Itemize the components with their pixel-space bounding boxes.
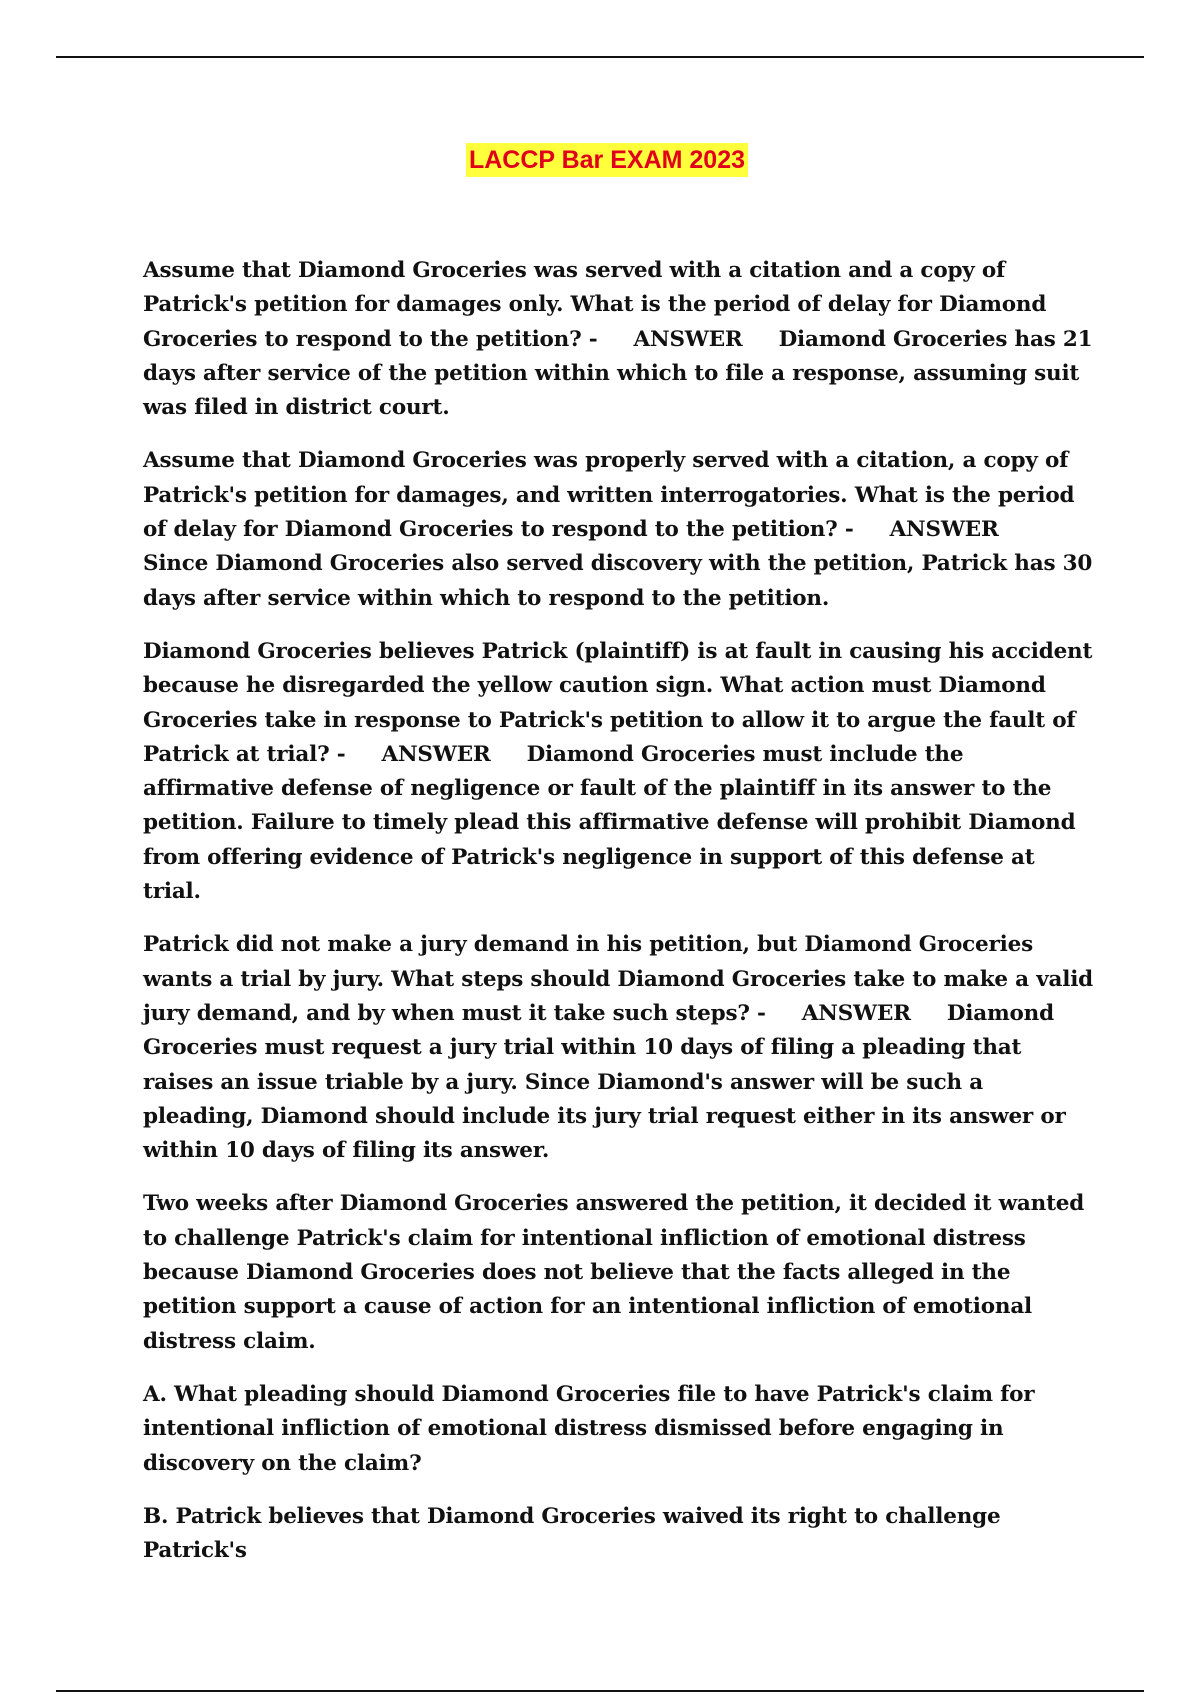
answer-label: ANSWER <box>381 741 491 767</box>
header-rule <box>56 56 1144 58</box>
question-text: Diamond Groceries believes Patrick (plaintiff) is at fault in causing his accident because he disregarded the yellow caution sign. What action must Diamond Groceries take in response to Patrick's petition to allow it to argue the fault of Patrick at trial? - <box>143 638 1093 767</box>
body-paragraph: Two weeks after Diamond Groceries answered the petition, it decided it wanted to challenge Patrick's claim for intentional infliction of emotional distress because Diamond Groceries does not believe that the facts alleged in the petition support a cause of action for an intentional infliction of emotional distress claim. <box>143 1191 1085 1354</box>
question-a-paragraph: A. What pleading should Diamond Groceries file to have Patrick's claim for intentional infliction of emotional distress dismissed before engaging in discovery on the claim? <box>143 1381 1035 1476</box>
document-body <box>143 254 1093 1587</box>
qa-paragraph <box>143 444 1093 615</box>
answer-text: Diamond Groceries has 21 days after service of the petition within which to file a response, assuming suit was filed in district court. <box>143 326 1093 421</box>
question-text: Patrick did not make a jury demand in his petition, but Diamond Groceries wants a trial by jury. What steps should Diamond Groceries take to make a valid jury demand, and by when must it take such steps? - <box>143 932 1093 1026</box>
qa-paragraph <box>143 928 1093 1168</box>
qa-paragraph <box>143 254 1093 425</box>
footer-rule <box>56 1690 1144 1692</box>
question-text: Assume that Diamond Groceries was served with a citation and a copy of Patrick's petition for damages only. What is the period of delay for Diamond Groceries to respond to the petition? - <box>143 258 1047 352</box>
document-title: LACCP Bar EXAM 2023 <box>466 143 748 177</box>
title-container <box>0 143 1200 177</box>
answer-text: Diamond Groceries must include the affirmative defense of negligence or fault of the plaintiff in its answer to the petition. Failure to timely plead this affirmative defense will prohibit Diamond from offering evidence of Patrick's negligence in support of this defense at trial. <box>143 741 1076 905</box>
answer-label: ANSWER <box>801 1000 911 1026</box>
answer-label: ANSWER <box>889 517 999 543</box>
question-b-paragraph: B. Patrick believes that Diamond Groceries waived its right to challenge Patrick's <box>143 1503 1001 1564</box>
qa-paragraph <box>143 635 1093 909</box>
answer-text: Since Diamond Groceries also served discovery with the petition, Patrick has 30 days after service within which to respond to the petition. <box>143 551 1093 611</box>
answer-text: Diamond Groceries must request a jury trial within 10 days of filing a pleading that raises an issue triable by a jury. Since Diamond's answer will be such a pleading, Diamond should include its jury trial request either in its answer or within 10 days of filing its answer. <box>143 1000 1066 1164</box>
question-text: Assume that Diamond Groceries was properly served with a citation, a copy of Patrick's petition for damages, and written interrogatories. What is the period of delay for Diamond Groceries to respond to the petition? - <box>143 448 1075 543</box>
answer-label: ANSWER <box>633 326 743 352</box>
